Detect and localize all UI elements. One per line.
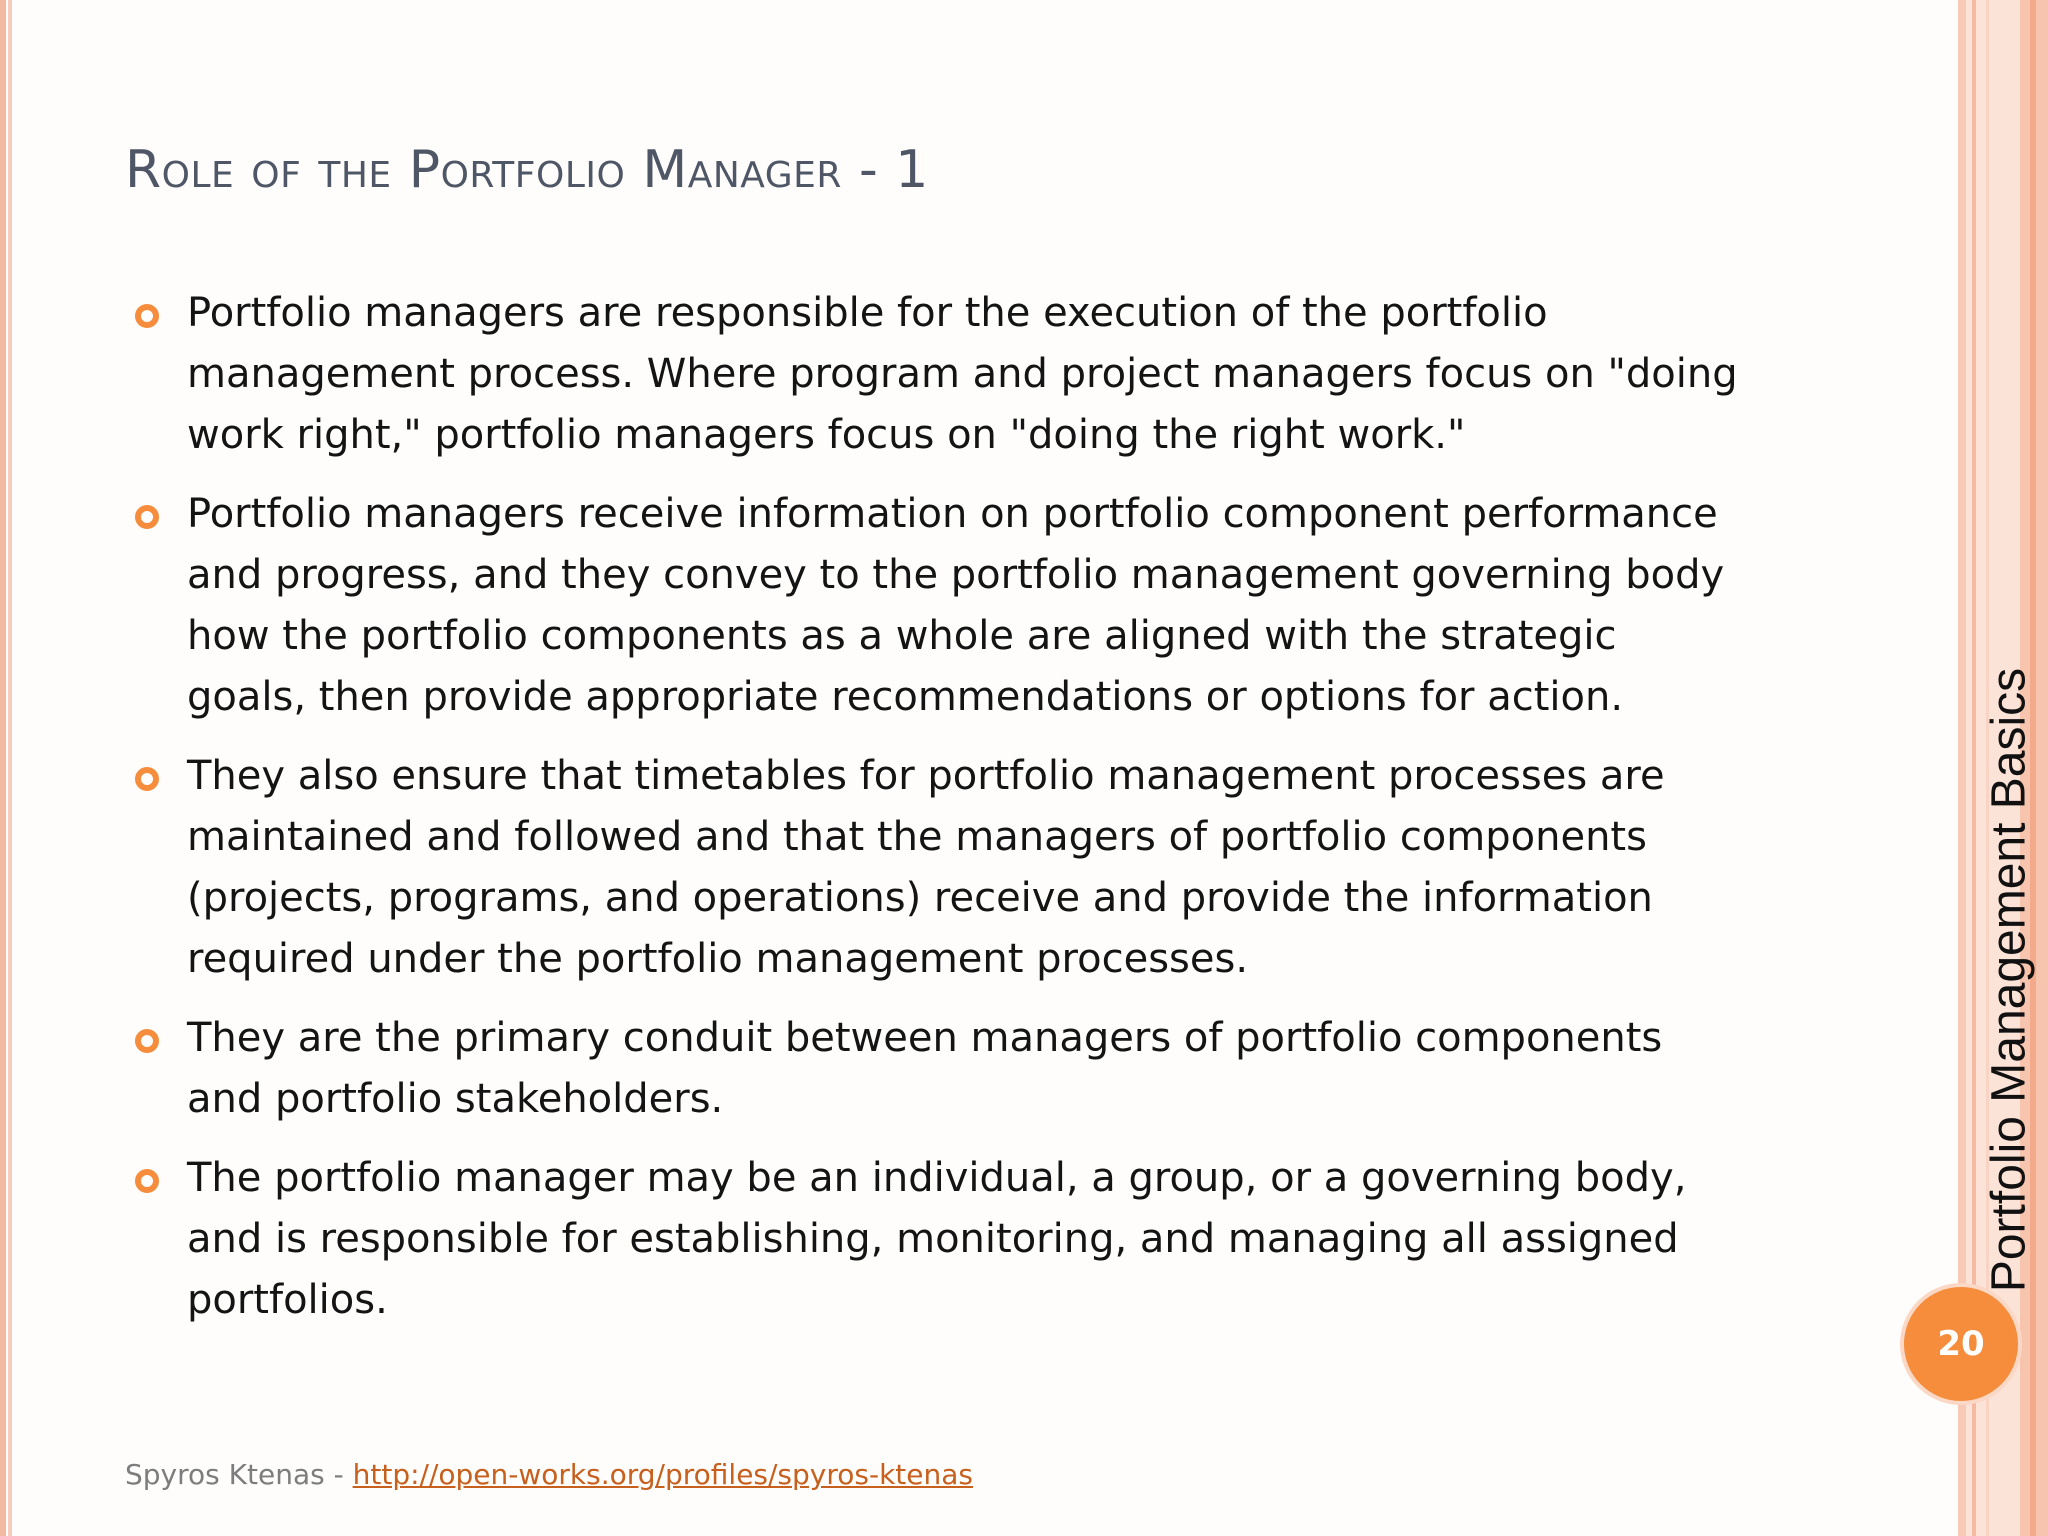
bullet-item <box>135 746 1745 990</box>
bullet-circle-icon <box>135 304 159 328</box>
bullet-text: They are the primary conduit between managers of portfolio components and portfolio stakeholders. <box>187 1015 1663 1122</box>
bullet-text: Portfolio managers receive information on portfolio component performance and progress, and they convey to the portfolio management governing body how the portfolio components as a whole are aligned with the strategic goals, then provide appropriate recommendations or options for action. <box>187 491 1725 720</box>
bullet-circle-icon <box>135 767 159 791</box>
footer <box>125 1458 973 1491</box>
page-number-badge <box>1900 1283 2022 1405</box>
left-border-stripe <box>0 0 6 1536</box>
bullet-text: Portfolio managers are responsible for the execution of the portfolio management process. Where program and project managers focus on "doing work right," portfolio managers focus on "doing the right work." <box>187 290 1738 458</box>
bullet-circle-icon <box>135 1169 159 1193</box>
footer-author: Spyros Ktenas - <box>125 1458 353 1491</box>
bullet-item <box>135 484 1745 728</box>
footer-profile-link[interactable]: http://open-works.org/profiles/spyros-ktenas <box>352 1458 973 1491</box>
bullet-item <box>135 283 1745 466</box>
bullet-text: The portfolio manager may be an individual, a group, or a governing body, and is responsible for establishing, monitoring, and managing all assigned portfolios. <box>187 1155 1687 1323</box>
bullet-item <box>135 1148 1745 1331</box>
bullet-item <box>135 1008 1745 1130</box>
page-number: 20 <box>1937 1324 1985 1364</box>
bullet-circle-icon <box>135 505 159 529</box>
left-border-stripe <box>8 0 12 1536</box>
bullet-text: They also ensure that timetables for portfolio management processes are maintained and followed and that the managers of portfolio components (projects, programs, and operations) receive and provide the information required under the portfolio management processes. <box>187 753 1665 982</box>
bullet-list <box>135 283 1745 1349</box>
vertical-section-label: Portfolio Management Basics <box>1982 667 2036 1293</box>
bullet-circle-icon <box>135 1029 159 1053</box>
slide-title: Role of the Portfolio Manager - 1 <box>125 140 929 200</box>
